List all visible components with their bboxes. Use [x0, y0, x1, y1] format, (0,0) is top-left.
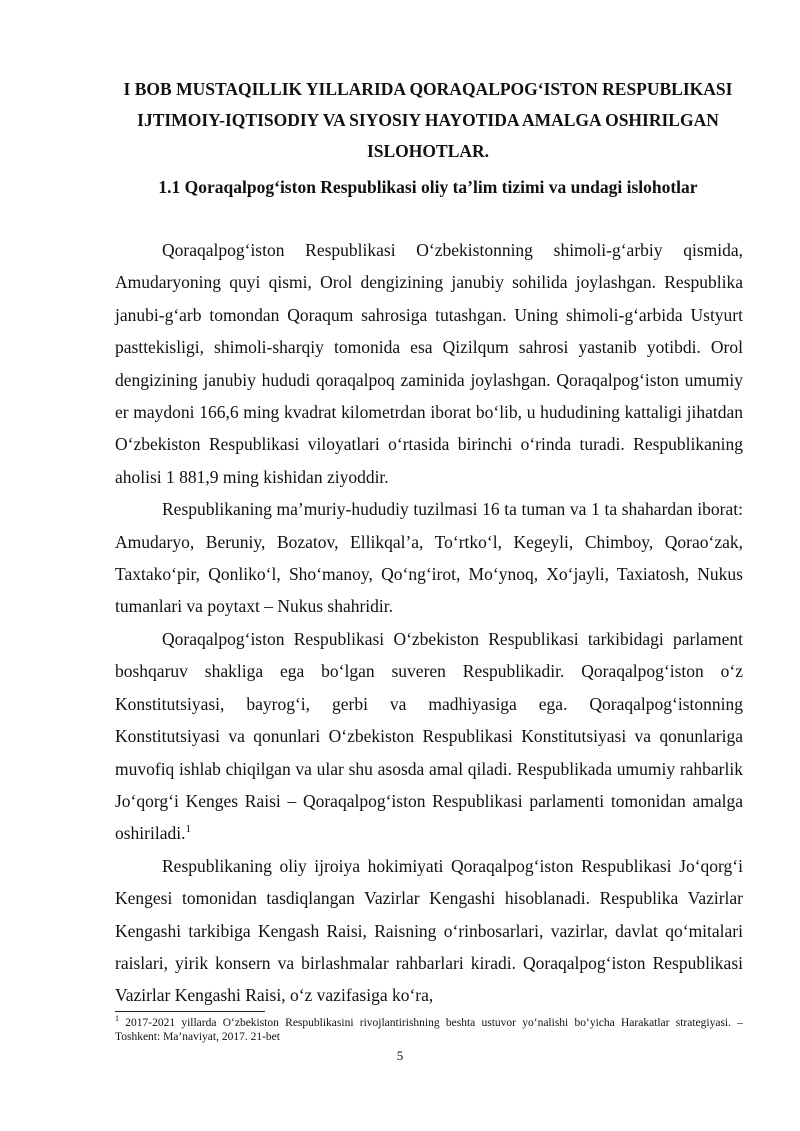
footnote-text: 2017-2021 yillarda O‘zbekiston Respublikasini rivojlantirishning beshta ustuvor yo‘nalishi bo‘yicha Harakatlar strategiyasi. – Toshkent: Ma’naviyat, 2017. 21-bet	[115, 1017, 743, 1043]
footnote-separator	[115, 1011, 265, 1012]
paragraph: Respublikaning ma’muriy-hududiy tuzilmasi 16 ta tuman va 1 ta shahardan iborat: Amudaryo, Beruniy, Bozatov, Ellikqal’a, To‘rtko‘l, Kegeyli, Chimboy, Qorao‘zak, Taxtako‘pir, Qonliko‘l, Sho‘manoy, Qo‘ng‘irot, Mo‘ynoq, Xo‘jayli, Taxiatosh, Nukus tumanlari va poytaxt – Nukus shahridir.	[115, 499, 743, 617]
paragraph: Respublikaning oliy ijroiya hokimiyati Qoraqalpog‘iston Respublikasi Jo‘qorg‘i Kengesi tomonidan tasdiqlangan Vazirlar Kengashi hisoblanadi. Respublika Vazirlar Kengashi tarkibiga Kengash Raisi, Raisning o‘rinbosarlari, vazirlar, davlat qo‘mitalari raislari, yirik konsern va birlashmalar rahbarlari kiradi. Qoraqalpog‘iston Respublikasi Vazirlar Kengashi Raisi, o‘z vazifasiga ko‘ra,	[115, 855, 743, 1006]
footnote	[115, 1016, 743, 1044]
page-number: 5	[396, 1048, 404, 1063]
paragraph-text: Qoraqalpog‘iston Respublikasi O‘zbekiston Respublikasi tarkibidagi parlament boshqaruv shakliga ega bo‘lgan suveren Respublikadir. Qoraqalpog‘iston o‘z Konstitutsiyasi, bayrog‘i, gerbi va madhiyasiga ega. Qoraqalpog‘istonning Konstitutsiyasi va qonunlari O‘zbekiston Respublikasi Konstitutsiyasi va qonunlariga muvofiq ishlab chiqilgan va ular shu asosda amal qiladi. Respublikada umumiy rahbarlik Jo‘qorg‘i Kenges Raisi – Qoraqalpog‘iston Respublikasi parlamenti tomonidan amalga oshiriladi.	[115, 628, 743, 844]
paragraph: Qoraqalpog‘iston Respublikasi O‘zbekistonning shimoli-g‘arbiy qismida, Amudaryoning quyi qismi, Orol dengizining janubiy sohilida joylashgan. Respublika janubi-g‘arb tomondan Qoraqum sahrosiga tutashgan. Uning shimoli-g‘arbida Ustyurt pasttekisligi, shimoli-sharqiy tomonida esa Qizilqum sahrosi yastanib yotibdi. Orol dengizining janubiy hududi qoraqalpoq zaminida joylashgan. Qoraqalpog‘iston umumiy er maydoni 166,6 ming kvadrat kilometrdan iborat bo‘lib, u hududining kattaligi jihatdan O‘zbekiston Respublikasi viloyatlari o‘rtasida birinchi o‘rinda turadi. Respublikaning aholisi 1 881,9 ming kishidan ziyoddir.	[115, 240, 743, 487]
footnote-marker: 1	[115, 1014, 119, 1024]
body-text	[115, 234, 743, 1012]
section-title: 1.1 Qoraqalpog‘iston Respublikasi oliy ta’lim tizimi va undagi islohotlar	[158, 177, 698, 197]
paragraph	[115, 623, 743, 850]
footnote-reference[interactable]: 1	[185, 823, 191, 836]
chapter-title: I BOB MUSTAQILLIK YILLARIDA QORAQALPOG‘ISTON RESPUBLIKASI IJTIMOIY-IQTISODIY VA SIYOSIY HAYOTIDA AMALGA OSHIRILGAN ISLOHOTLAR.	[123, 79, 733, 161]
